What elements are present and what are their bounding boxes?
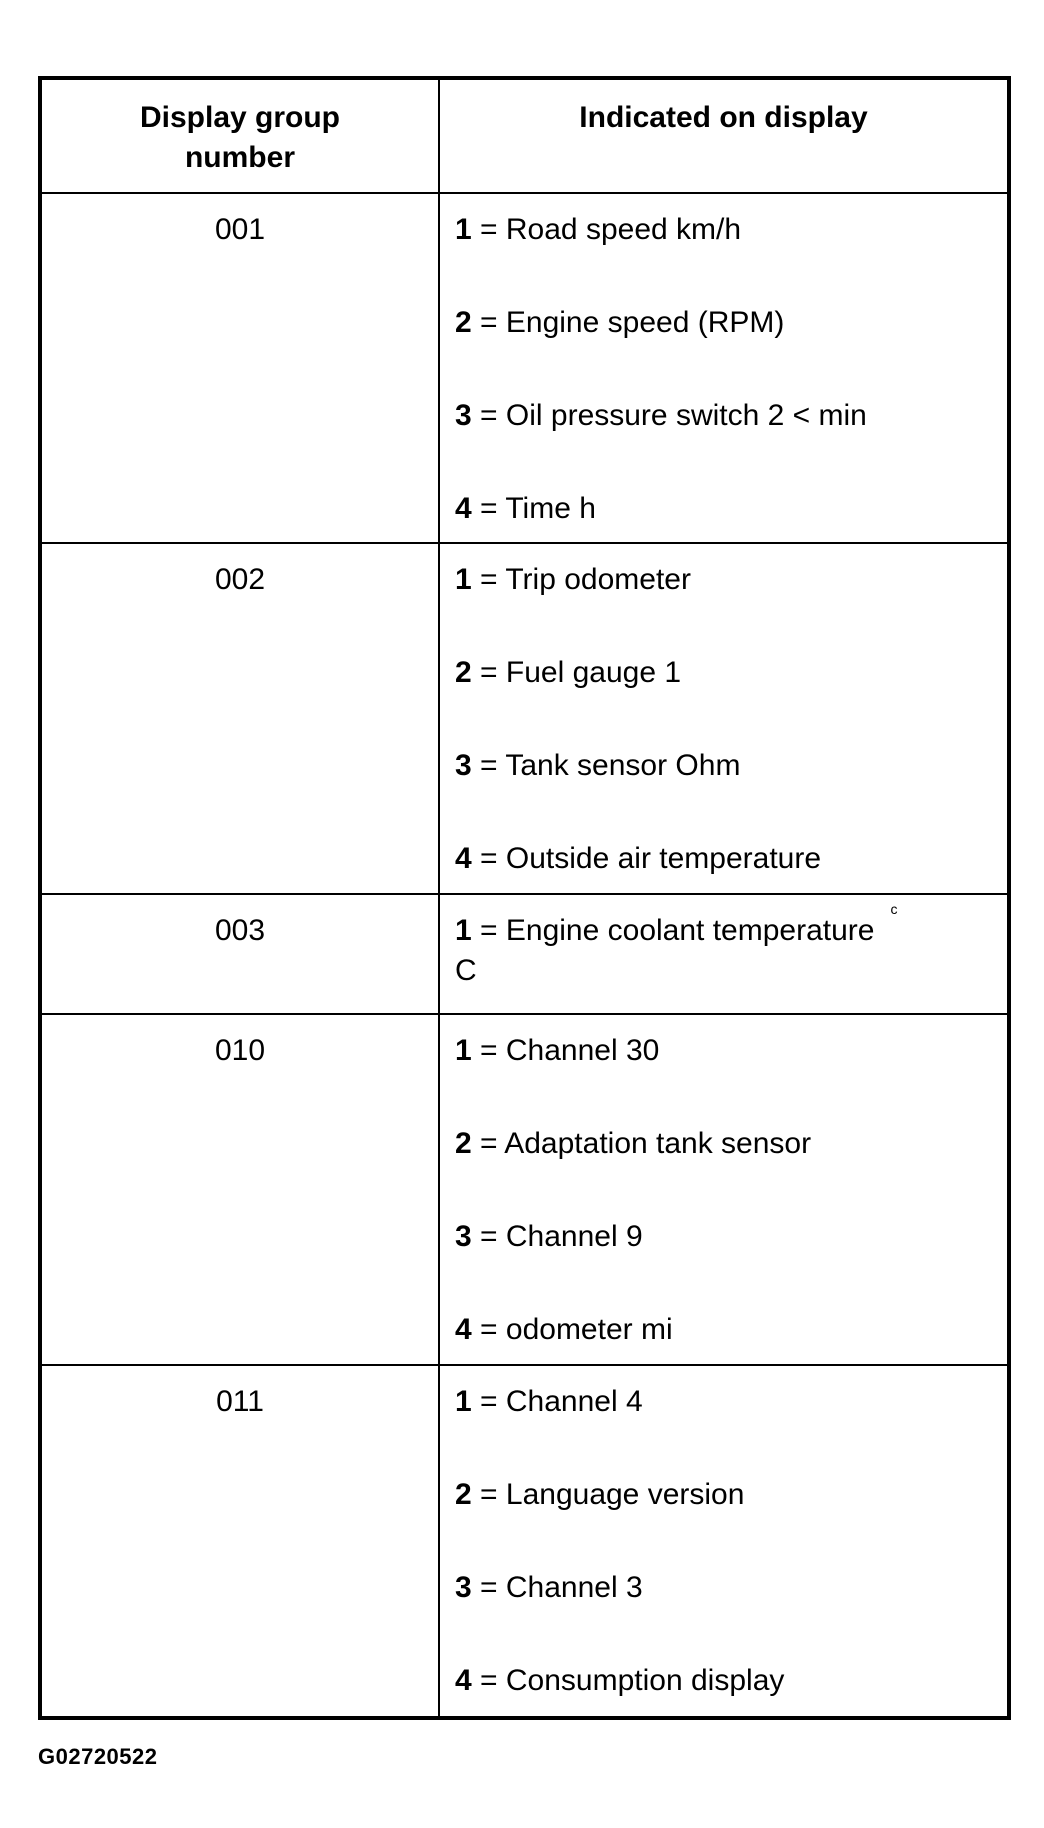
item-number: 2 bbox=[455, 1478, 472, 1512]
item-text: Fuel gauge 1 bbox=[505, 655, 682, 689]
header-indicated-on-display-text: Indicated on display bbox=[579, 101, 868, 134]
item-text: Channel 4 bbox=[505, 1385, 643, 1419]
list-item: 1 = Channel 30 bbox=[455, 1034, 660, 1068]
indicated-items-cell bbox=[439, 543, 1007, 894]
list-item: 2 = Fuel gauge 1 bbox=[455, 655, 682, 689]
list-item: 1 = Engine coolant temperature$^c$ C bbox=[455, 900, 898, 987]
list-item: 4 = Time h bbox=[455, 492, 596, 525]
item-number: 4 bbox=[455, 841, 472, 875]
display-groups-table-frame bbox=[38, 76, 1011, 1720]
indicated-items-cell bbox=[439, 1014, 1007, 1365]
display-group-number: 010 bbox=[42, 1014, 439, 1365]
list-item: 4 = Outside air temperature bbox=[455, 841, 822, 875]
list-item: 1 = Trip odometer bbox=[455, 562, 691, 596]
list-item: 4 = Consumption display bbox=[455, 1664, 785, 1698]
item-text: Channel 30 bbox=[505, 1034, 660, 1068]
item-text: Language version bbox=[505, 1478, 745, 1512]
list-item: 3 = Oil pressure switch 2 < min bbox=[455, 399, 867, 432]
list-item: 1 = Road speed km/h bbox=[455, 213, 742, 246]
list-item: 3 = Channel 3 bbox=[455, 1571, 643, 1605]
table-header-row bbox=[42, 80, 1007, 193]
item-number: 1 bbox=[455, 1385, 472, 1419]
item-text: Adaptation tank sensor bbox=[504, 1127, 812, 1161]
display-groups-table bbox=[42, 80, 1007, 1716]
item-number: 4 bbox=[455, 1664, 472, 1698]
item-number: 3 bbox=[455, 1220, 472, 1254]
item-text: Engine speed (RPM) bbox=[505, 306, 785, 339]
item-text: odometer mi bbox=[505, 1313, 673, 1347]
display-group-number: 011 bbox=[42, 1365, 439, 1716]
header-display-group-number bbox=[42, 80, 439, 193]
degree-mark: c bbox=[890, 900, 898, 917]
list-item: 3 = Tank sensor Ohm bbox=[455, 748, 741, 782]
item-number: 1 bbox=[455, 213, 472, 246]
list-item: 3 = Channel 9 bbox=[455, 1220, 643, 1254]
table-row bbox=[42, 193, 1007, 543]
item-text: Trip odometer bbox=[505, 562, 691, 596]
item-text: Time h bbox=[505, 492, 596, 525]
table-row bbox=[42, 1365, 1007, 1716]
list-item: 2 = Engine speed (RPM) bbox=[455, 306, 785, 339]
item-number: 1 bbox=[455, 1034, 472, 1068]
item-text: Road speed km/h bbox=[505, 213, 742, 246]
list-item: 2 = Adaptation tank sensor bbox=[455, 1127, 812, 1161]
item-number: 1 bbox=[455, 913, 472, 947]
display-group-number: 001 bbox=[42, 193, 439, 543]
indicated-items-cell bbox=[439, 894, 1007, 1014]
item-number: 4 bbox=[455, 492, 472, 525]
item-number: 2 bbox=[455, 306, 472, 339]
display-group-number: 002 bbox=[42, 543, 439, 894]
item-text: Outside air temperature bbox=[505, 841, 822, 875]
item-number: 3 bbox=[455, 748, 472, 782]
item-text: Consumption display bbox=[505, 1664, 785, 1698]
figure-id: G02720522 bbox=[38, 1744, 158, 1769]
item-number: 2 bbox=[455, 655, 472, 689]
table-row bbox=[42, 543, 1007, 894]
item-text: Engine coolant temperature$^c$ C bbox=[455, 900, 898, 987]
indicated-items-cell bbox=[439, 193, 1007, 543]
item-number: 4 bbox=[455, 1313, 472, 1347]
header-indicated-on-display bbox=[439, 80, 1007, 193]
table-row bbox=[42, 894, 1007, 1014]
indicated-items-cell bbox=[439, 1365, 1007, 1716]
item-number: 2 bbox=[455, 1127, 472, 1161]
item-text: Channel 9 bbox=[505, 1220, 643, 1254]
list-item: 4 = odometer mi bbox=[455, 1313, 673, 1347]
item-text: Tank sensor Ohm bbox=[505, 748, 741, 782]
display-group-number: 003 bbox=[42, 894, 439, 1014]
table-row bbox=[42, 1014, 1007, 1365]
list-item: 2 = Language version bbox=[455, 1478, 745, 1512]
item-number: 1 bbox=[455, 562, 472, 596]
header-display-group-number-text: Display group number bbox=[139, 101, 341, 174]
item-text: Channel 3 bbox=[505, 1571, 643, 1605]
list-item: 1 = Channel 4 bbox=[455, 1385, 643, 1419]
item-number: 3 bbox=[455, 399, 472, 432]
item-number: 3 bbox=[455, 1571, 472, 1605]
item-text: Oil pressure switch 2 < min bbox=[505, 399, 867, 432]
